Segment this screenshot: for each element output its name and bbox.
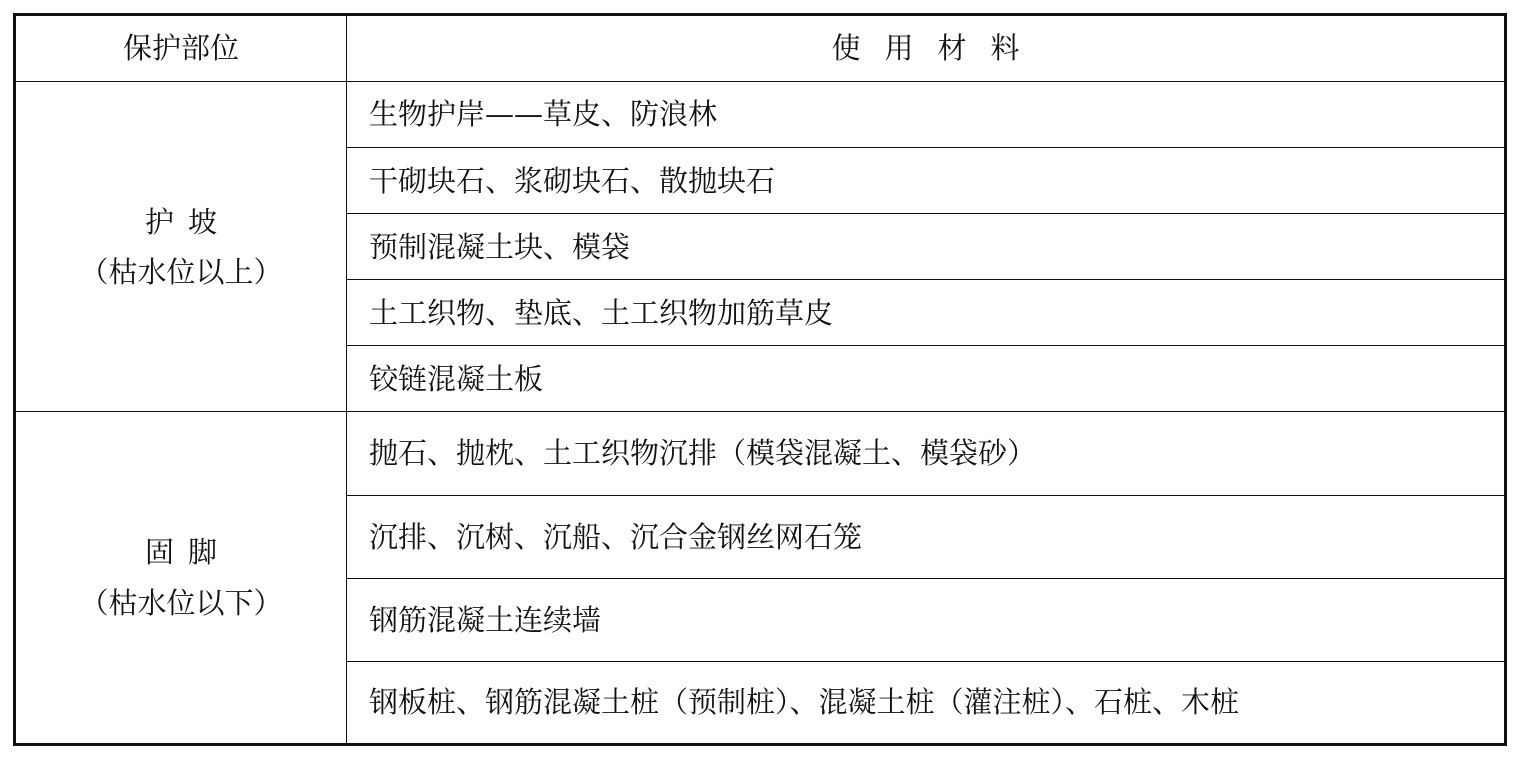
materials-table [13,13,1507,746]
location-cell-toe [15,412,347,745]
location-note: （枯水位以下） [79,585,283,620]
material-cell: 生物护岸——草皮、防浪林 [347,82,1506,148]
header-materials: 使用材料 [347,15,1506,82]
header-row [15,15,1506,82]
material-cell: 土工织物、垫底、土工织物加筋草皮 [347,280,1506,346]
material-cell: 铰链混凝土板 [347,346,1506,412]
material-cell: 钢筋混凝土连续墙 [347,578,1506,661]
location-note: （枯水位以上） [79,254,283,289]
material-cell: 沉排、沉树、沉船、沉合金钢丝网石笼 [347,495,1506,578]
location-cell-slope [15,82,347,412]
table-row [15,412,1506,495]
header-location: 保护部位 [15,15,347,82]
material-cell: 钢板桩、钢筋混凝土桩（预制桩）、混凝土桩（灌注桩）、石桩、木桩 [347,661,1506,744]
material-cell: 抛石、抛枕、土工织物沉排（模袋混凝土、模袋砂） [347,412,1506,495]
material-cell: 干砌块石、浆砌块石、散抛块石 [347,148,1506,214]
location-name: 固脚 [144,535,231,570]
table-row [15,82,1506,148]
location-name: 护坡 [144,204,231,239]
material-cell: 预制混凝土块、模袋 [347,214,1506,280]
